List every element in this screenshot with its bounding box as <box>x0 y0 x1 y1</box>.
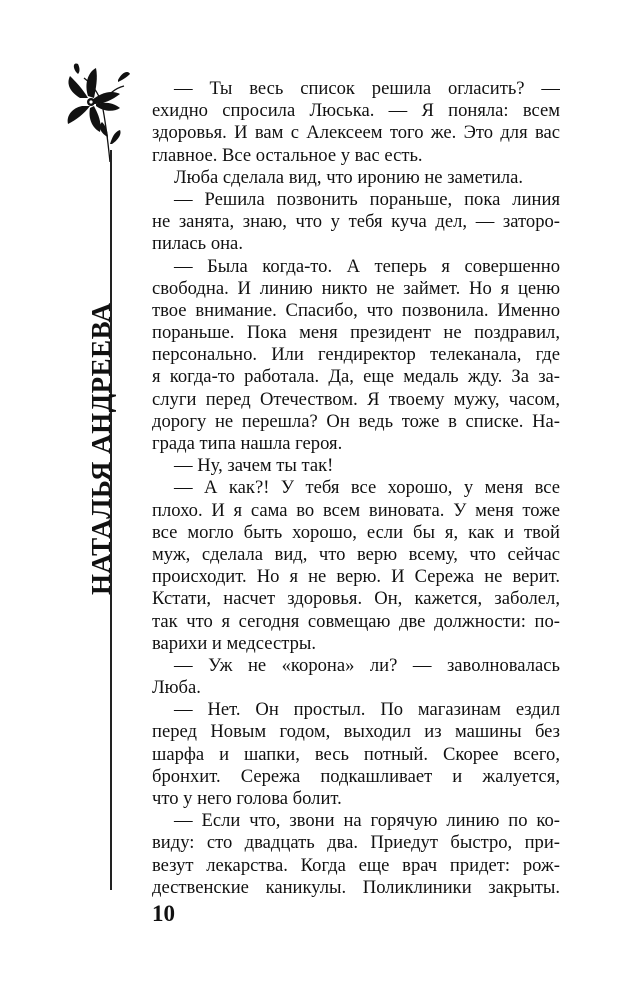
text-line: — Ты весь список решила огласить? — <box>174 78 560 99</box>
body-text <box>152 78 560 899</box>
text-line: здоровья. И вам с Алексеем того же. Это для вас <box>152 122 560 144</box>
text-line: что у него голова болит. <box>152 788 342 809</box>
text-line: — Если что, звони на горячую линию по ко- <box>174 810 560 832</box>
text-line: шарфа и шапки, весь потный. Скорее всего, <box>152 743 560 765</box>
text-line: происходит. Но я не верю. И Сережа не верит. <box>152 566 560 588</box>
text-line: так что я сегодня совмещаю две должности: по- <box>152 610 560 632</box>
text-line: плохо. И я сама во всем виновата. У меня тоже <box>152 499 560 521</box>
text-line: везут лекарства. Когда еще врач придет: рож- <box>152 854 560 876</box>
text-line: — Была когда-то. А теперь я совершенно <box>174 255 560 277</box>
text-line: Кстати, насчет здоровья. Он, кажется, заболел, <box>152 588 560 610</box>
text-line: пораньше. Пока меня президент не поздравил, <box>152 322 560 344</box>
text-line: Люба. <box>152 677 201 699</box>
text-line: главное. Все остальное у вас есть. <box>152 144 423 166</box>
text-line: дественские каникулы. Поликлиники закрыты. <box>152 876 560 898</box>
text-line: слуги перед Отечеством. Я твоему мужу, часом, <box>152 388 560 410</box>
text-line: свободна. И линию никто не займет. Но я ценю <box>152 277 560 299</box>
text-line: ехидно спросила Люська. — Я поняла: всем <box>152 100 560 122</box>
text-line: не занята, знаю, что у тебя куча дел, — заторо- <box>152 211 560 233</box>
text-line: дорогу не перешла? Он ведь тоже в списке. На- <box>152 410 560 432</box>
text-line: бронхит. Сережа подкашливает и жалуется, <box>152 765 560 787</box>
text-line: Люба сделала вид, что иронию не заметила. <box>174 166 524 188</box>
text-line: пилась она. <box>152 233 243 255</box>
text-line: персонально. Или гендиректор телеканала, где <box>152 344 560 366</box>
text-line: все могло быть хорошо, если бы я, как и твой <box>152 521 560 543</box>
page-number: 10 <box>152 901 175 926</box>
text-line: муж, сделала вид, что верю всему, что сейчас <box>152 543 560 565</box>
text-line: — А как?! У тебя все хорошо, у меня все <box>174 477 560 499</box>
text-line: варихи и медсестры. <box>152 632 317 654</box>
text-line: града типа нашла героя. <box>152 433 343 454</box>
text-line: — Уж не «корона» ли? — заволновалась <box>174 654 560 676</box>
running-head-author: НАТАЛЬЯ АНДРЕЕВА <box>86 302 116 595</box>
text-line: твое внимание. Спасибо, что позвонила. Именно <box>152 299 560 321</box>
text-line: — Ну, зачем ты так! <box>174 455 334 477</box>
text-line: — Решила позвонить пораньше, пока линия <box>174 188 560 210</box>
text-line: я когда-то работала. Да, еще медаль жду. За за- <box>152 366 560 388</box>
flower-ornament-icon <box>62 62 132 162</box>
text-line: — Нет. Он простыл. По магазинам ездил <box>174 699 560 721</box>
text-line: виду: сто двадцать два. Приедут быстро, при- <box>152 832 560 854</box>
text-line: перед Новым годом, выходил из машины без <box>152 721 560 743</box>
